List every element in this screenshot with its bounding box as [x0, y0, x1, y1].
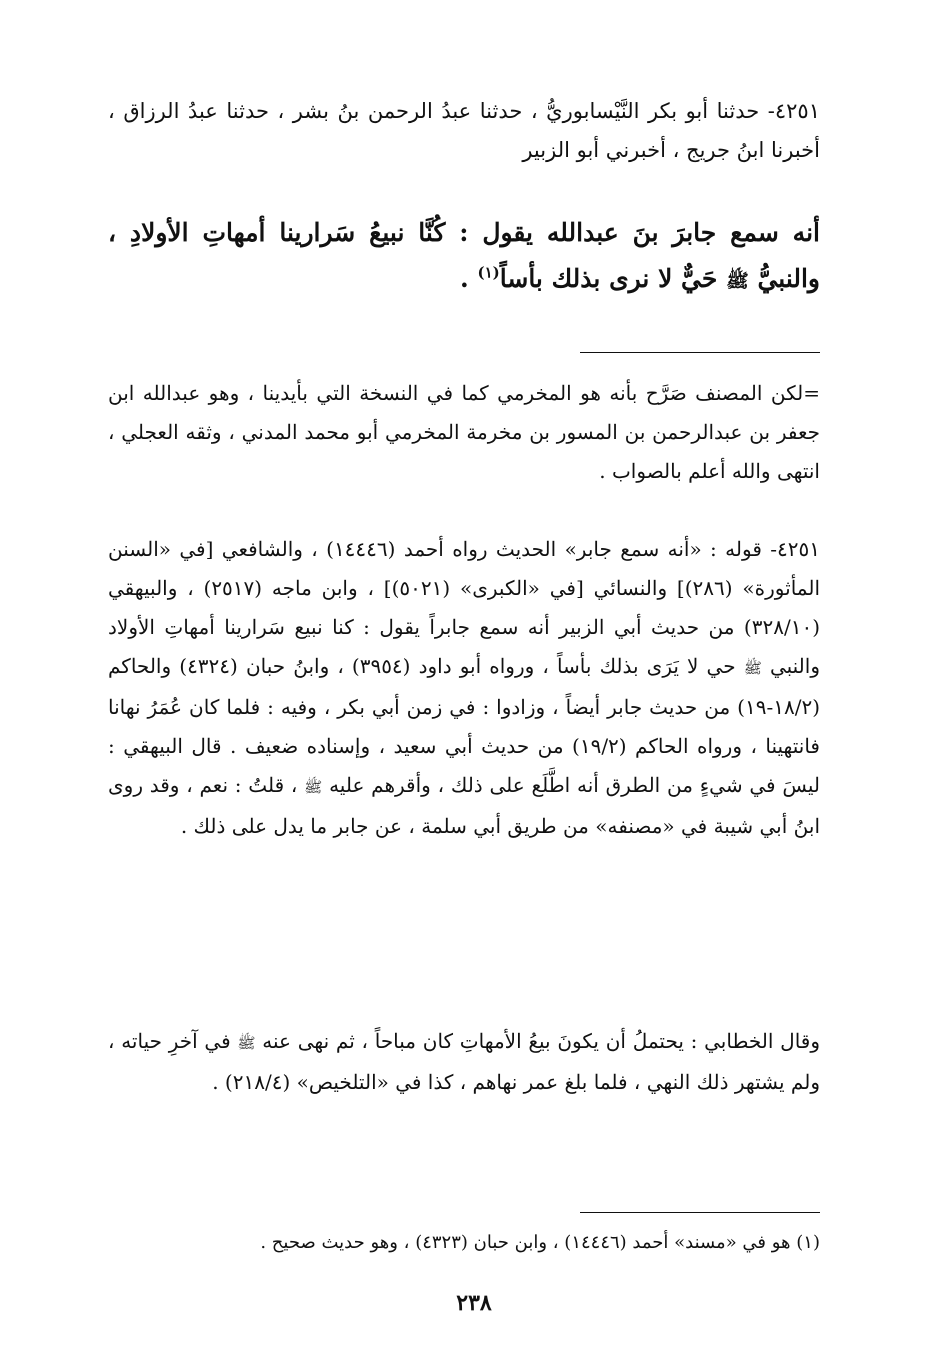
footnote-text: (١) هو في «مسند» أحمد (١٤٤٤٦) ، وابن حبان (٤٣٢٣) ، وهو حديث صحيح .	[260, 1232, 820, 1253]
commentary-paragraph-khattabi	[108, 1022, 820, 1102]
salawat-glyph: ﷺ	[304, 778, 323, 796]
commentary-paragraph-takhrij	[108, 530, 820, 846]
page-number: ٢٣٨	[456, 1290, 492, 1316]
footnote	[108, 1226, 820, 1260]
salawat-glyph: ﷺ	[726, 270, 749, 292]
commentary-continuation	[108, 374, 820, 491]
hadith-matn-text: أنه سمع جابرَ بنَ عبدالله يقول : كُنَّا نبيعُ سَرارينا أمهاتِ الأولادِ ، والنبيُّ	[108, 218, 820, 293]
commentary-text-3: ، قلتُ : نعم ، وقد روى ابنُ أبي شيبة في «مصنفه» من طريق أبي سلمة ، عن جابر ما يدل على ذلك .	[108, 773, 820, 838]
hadith-isnad	[108, 92, 820, 170]
salawat-glyph: ﷺ	[743, 659, 762, 677]
commentary-text-5: في آخرِ حياته ، ولم يشتهر ذلك النهي ، فلما بلغ عمر نهاهم ، كذا في «التلخيص» (٢١٨/٤) .	[108, 1029, 820, 1094]
footnote-reference: (١)	[477, 263, 500, 282]
commentary-continuation-text: =لكن المصنف صَرَّح بأنه هو المخرمي كما في النسخة التي بأيدينا ، وهو عبدالله ابن جعفر بن عبدالرحمن بن المسور بن مخرمة المخرمي أبو محمد المدني ، وثقه العجلي ، انتهى والله أعلم بالصواب .	[108, 381, 820, 483]
hadith-matn-text-2: حَيٌّ لا نرى بذلك بأساً	[499, 264, 718, 293]
hadith-isnad-text: ٤٢٥١- حدثنا أبو بكر النَّيْسابوريُّ ، حدثنا عبدُ الرحمن بنُ بشر ، حدثنا عبدُ الرزاق ، أخبرنا ابنُ جريج ، أخبرني أبو الزبير	[108, 99, 820, 162]
hadith-matn	[108, 210, 820, 304]
footnote-separator-rule	[580, 1212, 820, 1213]
salawat-glyph: ﷺ	[237, 1034, 256, 1052]
hadith-matn-end: .	[460, 264, 478, 293]
commentary-text-4: وقال الخطابي : يحتملُ أن يكونَ بيعُ الأمهاتِ كان مباحاً ، ثم نهى عنه	[262, 1029, 821, 1053]
commentary-text-2: حي لا يَرَى بذلك بأساً ، ورواه أبو داود (٣٩٥٤) ، وابنُ حبان (٤٣٢٤) والحاكم (١٨/٢-١٩) من حديث جابر أيضاً ، وزادوا : في زمن أبي بكر ، وفيه : فلما كان عُمَرُ نهانا فانتهينا ، ورواه الحاكم (١٩/٢) من حديث أبي سعيد ، وإسناده ضعيف . قال البيهقي : ليسَ في شيءٍ من الطرق أنه اطَّلَع على ذلك ، وأقرهم عليه	[108, 654, 820, 797]
separator-rule	[580, 352, 820, 353]
commentary-text-1: ٤٢٥١- قوله : «أنه سمع جابر» الحديث رواه أحمد (١٤٤٤٦) ، والشافعي [في «السنن المأثورة» (٢٨٦)] والنسائي [في «الكبرى» (٥٠٢١)] ، وابن ماجه (٢٥١٧) ، والبيهقي (٣٢٨/١٠) من حديث أبي الزبير أنه سمع جابراً يقول : كنا نبيع سَرارينا أمهاتِ الأولاد والنبي	[108, 537, 820, 678]
